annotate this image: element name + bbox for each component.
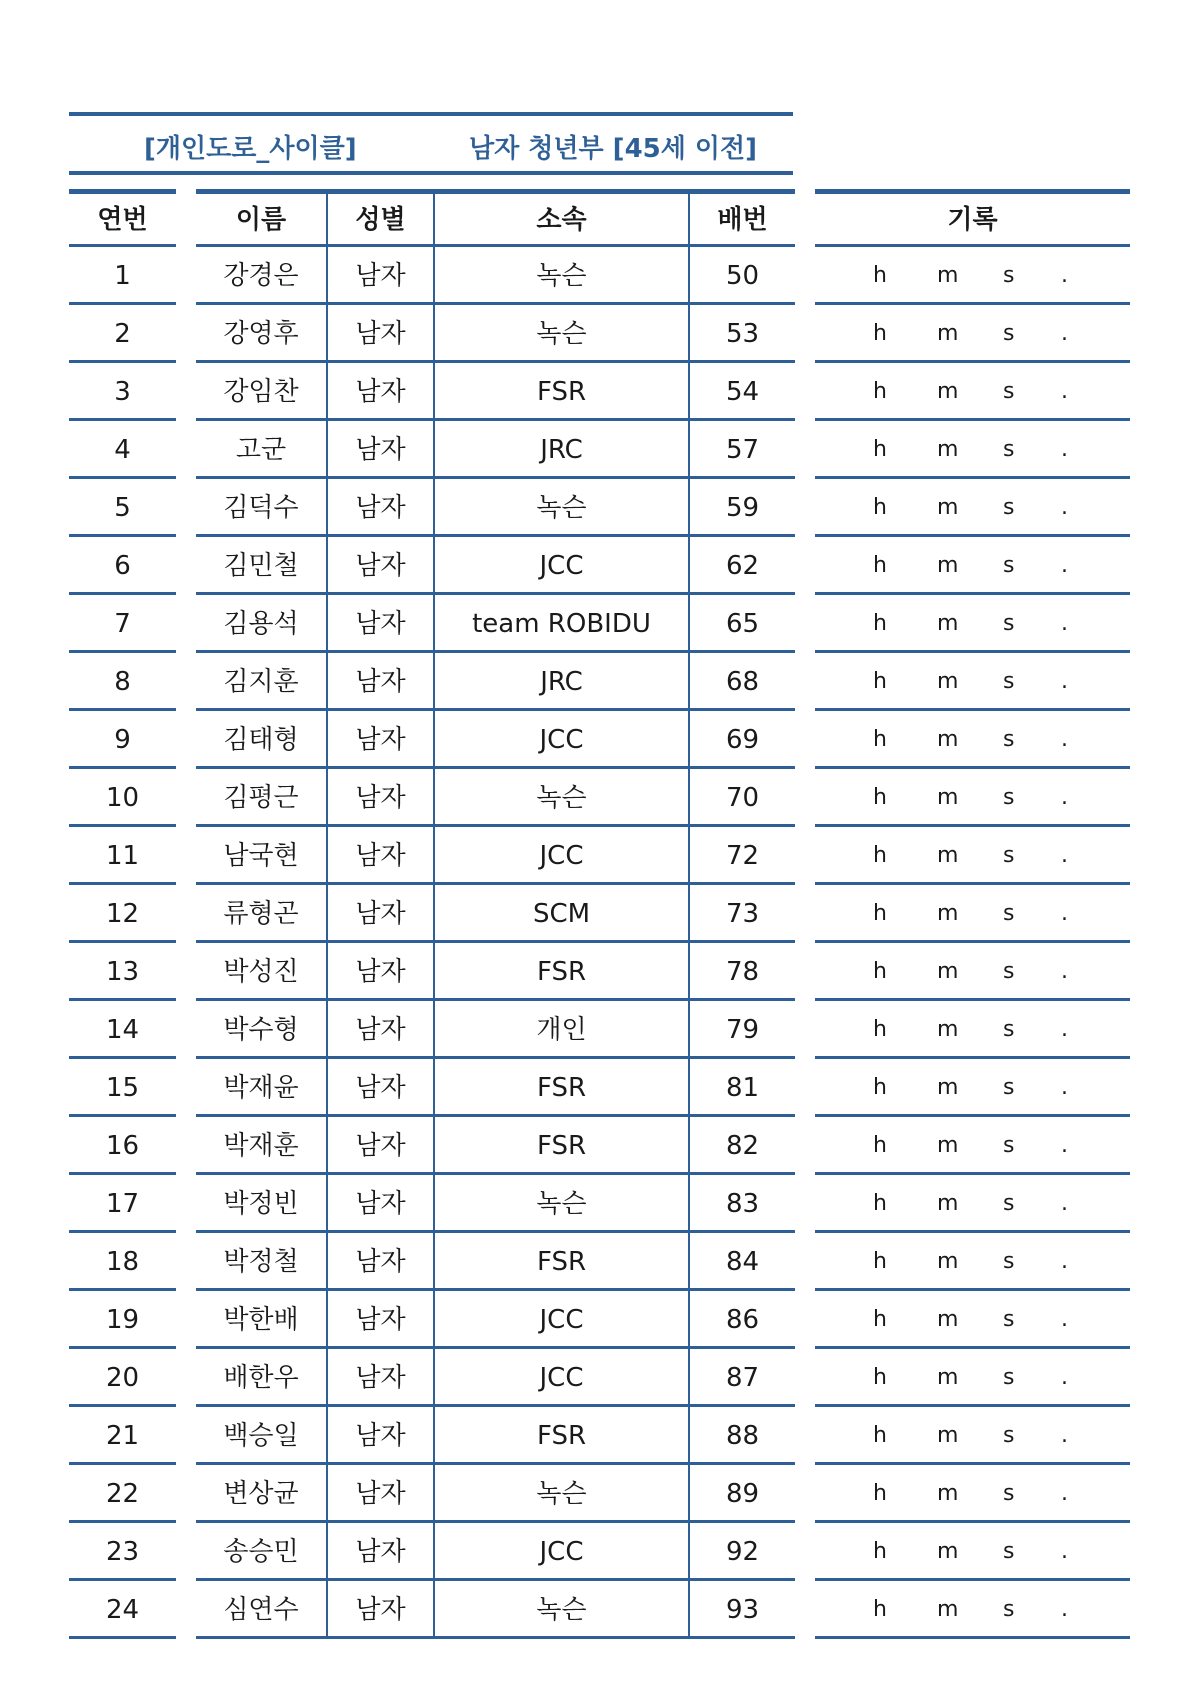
record-minutes: m: [937, 1191, 959, 1216]
cell-gender: 남자: [326, 1581, 433, 1639]
record-seconds: s: [1003, 843, 1015, 868]
record-decimal: .: [1061, 1423, 1068, 1448]
record-minutes: m: [937, 959, 959, 984]
record-hours: h: [873, 1133, 887, 1158]
cell-record[interactable]: [815, 1233, 1130, 1291]
cell-name: 김태형: [196, 711, 326, 769]
cell-bib: 79: [688, 1001, 795, 1059]
cell-name: 강경은: [196, 247, 326, 305]
cell-bib: 83: [688, 1175, 795, 1233]
cell-bib: 87: [688, 1349, 795, 1407]
cell-bib: 89: [688, 1465, 795, 1523]
cell-record[interactable]: [815, 653, 1130, 711]
cell-name: 김용석: [196, 595, 326, 653]
record-minutes: m: [937, 263, 959, 288]
cell-no: 16: [69, 1117, 176, 1175]
cell-record[interactable]: [815, 1523, 1130, 1581]
cell-gender: 남자: [326, 885, 433, 943]
record-minutes: m: [937, 437, 959, 462]
cell-team: 녹슨: [433, 479, 688, 537]
record-minutes: m: [937, 321, 959, 346]
cell-no: 17: [69, 1175, 176, 1233]
record-hours: h: [873, 495, 887, 520]
cell-bib: 50: [688, 247, 795, 305]
record-seconds: s: [1003, 1597, 1015, 1622]
record-hours: h: [873, 1017, 887, 1042]
cell-no: 4: [69, 421, 176, 479]
record-decimal: .: [1061, 321, 1068, 346]
cell-record[interactable]: [815, 769, 1130, 827]
record-minutes: m: [937, 1075, 959, 1100]
cell-record[interactable]: [815, 943, 1130, 1001]
record-hours: h: [873, 1191, 887, 1216]
cell-no: 10: [69, 769, 176, 827]
cell-team: JCC: [433, 1291, 688, 1349]
record-seconds: s: [1003, 1075, 1015, 1100]
record-hours: h: [873, 1365, 887, 1390]
cell-bib: 62: [688, 537, 795, 595]
record-seconds: s: [1003, 1133, 1015, 1158]
cell-team: FSR: [433, 943, 688, 1001]
cell-bib: 73: [688, 885, 795, 943]
cell-name: 박성진: [196, 943, 326, 1001]
cell-team: JCC: [433, 827, 688, 885]
event-title: [개인도로_사이클]: [144, 134, 357, 164]
cell-record[interactable]: [815, 247, 1130, 305]
cell-bib: 88: [688, 1407, 795, 1465]
cell-name: 김덕수: [196, 479, 326, 537]
cell-name: 박정빈: [196, 1175, 326, 1233]
record-seconds: s: [1003, 1191, 1015, 1216]
record-minutes: m: [937, 1423, 959, 1448]
record-decimal: .: [1061, 1249, 1068, 1274]
record-hours: h: [873, 1597, 887, 1622]
record-seconds: s: [1003, 553, 1015, 578]
cell-no: 19: [69, 1291, 176, 1349]
cell-bib: 82: [688, 1117, 795, 1175]
cell-name: 남국현: [196, 827, 326, 885]
record-hours: h: [873, 437, 887, 462]
record-minutes: m: [937, 1539, 959, 1564]
cell-no: 3: [69, 363, 176, 421]
cell-record[interactable]: [815, 1465, 1130, 1523]
record-decimal: .: [1061, 611, 1068, 636]
cell-team: 녹슨: [433, 1465, 688, 1523]
record-decimal: .: [1061, 669, 1068, 694]
cell-team: 녹슨: [433, 305, 688, 363]
record-hours: h: [873, 1539, 887, 1564]
cell-gender: 남자: [326, 1001, 433, 1059]
record-seconds: s: [1003, 1539, 1015, 1564]
record-seconds: s: [1003, 263, 1015, 288]
record-seconds: s: [1003, 959, 1015, 984]
cell-team: JCC: [433, 711, 688, 769]
cell-gender: 남자: [326, 943, 433, 1001]
cell-record[interactable]: [815, 1001, 1130, 1059]
cell-no: 5: [69, 479, 176, 537]
cell-record[interactable]: [815, 1291, 1130, 1349]
cell-name: 강임찬: [196, 363, 326, 421]
record-seconds: s: [1003, 785, 1015, 810]
record-decimal: .: [1061, 959, 1068, 984]
cell-team: 녹슨: [433, 1581, 688, 1639]
record-hours: h: [873, 843, 887, 868]
record-seconds: s: [1003, 495, 1015, 520]
record-hours: h: [873, 785, 887, 810]
cell-gender: 남자: [326, 1465, 433, 1523]
cell-name: 류형곤: [196, 885, 326, 943]
cell-gender: 남자: [326, 247, 433, 305]
results-table: [69, 189, 1130, 1639]
cell-team: 녹슨: [433, 1175, 688, 1233]
record-minutes: m: [937, 611, 959, 636]
record-minutes: m: [937, 727, 959, 752]
record-minutes: m: [937, 901, 959, 926]
record-minutes: m: [937, 1249, 959, 1274]
cell-no: 18: [69, 1233, 176, 1291]
record-seconds: s: [1003, 1423, 1015, 1448]
cell-gender: 남자: [326, 1523, 433, 1581]
cell-name: 김지훈: [196, 653, 326, 711]
record-minutes: m: [937, 1597, 959, 1622]
cell-bib: 84: [688, 1233, 795, 1291]
cell-gender: 남자: [326, 421, 433, 479]
record-hours: h: [873, 379, 887, 404]
cell-no: 14: [69, 1001, 176, 1059]
record-minutes: m: [937, 495, 959, 520]
cell-bib: 57: [688, 421, 795, 479]
record-hours: h: [873, 1249, 887, 1274]
cell-no: 11: [69, 827, 176, 885]
cell-gender: 남자: [326, 1117, 433, 1175]
cell-gender: 남자: [326, 1407, 433, 1465]
cell-name: 강영후: [196, 305, 326, 363]
cell-bib: 93: [688, 1581, 795, 1639]
cell-no: 9: [69, 711, 176, 769]
cell-bib: 69: [688, 711, 795, 769]
division-title: 남자 청년부 [45세 이전]: [469, 134, 758, 164]
cell-no: 20: [69, 1349, 176, 1407]
cell-bib: 68: [688, 653, 795, 711]
cell-team: JCC: [433, 1523, 688, 1581]
cell-team: JCC: [433, 1349, 688, 1407]
record-seconds: s: [1003, 1017, 1015, 1042]
record-hours: h: [873, 1423, 887, 1448]
cell-name: 변상균: [196, 1465, 326, 1523]
record-seconds: s: [1003, 1481, 1015, 1506]
cell-name: 박한배: [196, 1291, 326, 1349]
record-seconds: s: [1003, 1365, 1015, 1390]
cell-bib: 65: [688, 595, 795, 653]
record-hours: h: [873, 553, 887, 578]
cell-no: 15: [69, 1059, 176, 1117]
record-seconds: s: [1003, 901, 1015, 926]
cell-no: 1: [69, 247, 176, 305]
cell-no: 8: [69, 653, 176, 711]
record-decimal: .: [1061, 1191, 1068, 1216]
record-decimal: .: [1061, 495, 1068, 520]
record-decimal: .: [1061, 263, 1068, 288]
record-decimal: .: [1061, 1017, 1068, 1042]
cell-no: 21: [69, 1407, 176, 1465]
cell-gender: 남자: [326, 1233, 433, 1291]
record-decimal: .: [1061, 1307, 1068, 1332]
cell-name: 고군: [196, 421, 326, 479]
cell-gender: 남자: [326, 363, 433, 421]
record-minutes: m: [937, 843, 959, 868]
record-seconds: s: [1003, 379, 1015, 404]
cell-team: FSR: [433, 1059, 688, 1117]
record-decimal: .: [1061, 727, 1068, 752]
cell-record[interactable]: [815, 595, 1130, 653]
record-decimal: .: [1061, 785, 1068, 810]
cell-record[interactable]: [815, 1581, 1130, 1639]
record-hours: h: [873, 321, 887, 346]
record-decimal: .: [1061, 843, 1068, 868]
record-minutes: m: [937, 553, 959, 578]
cell-name: 박재훈: [196, 1117, 326, 1175]
cell-no: 6: [69, 537, 176, 595]
header-record: 기록: [815, 189, 1130, 247]
cell-gender: 남자: [326, 653, 433, 711]
cell-record[interactable]: [815, 711, 1130, 769]
cell-bib: 54: [688, 363, 795, 421]
cell-no: 7: [69, 595, 176, 653]
header-bib: 배번: [688, 189, 795, 247]
cell-gender: 남자: [326, 769, 433, 827]
cell-bib: 81: [688, 1059, 795, 1117]
cell-name: 박수형: [196, 1001, 326, 1059]
cell-no: 12: [69, 885, 176, 943]
record-minutes: m: [937, 669, 959, 694]
cell-name: 심연수: [196, 1581, 326, 1639]
cell-team: team ROBIDU: [433, 595, 688, 653]
cell-team: FSR: [433, 1233, 688, 1291]
record-decimal: .: [1061, 379, 1068, 404]
record-hours: h: [873, 1481, 887, 1506]
record-decimal: .: [1061, 901, 1068, 926]
cell-bib: 92: [688, 1523, 795, 1581]
cell-name: 김민철: [196, 537, 326, 595]
cell-record[interactable]: [815, 1059, 1130, 1117]
cell-gender: 남자: [326, 305, 433, 363]
cell-record[interactable]: [815, 479, 1130, 537]
record-hours: h: [873, 263, 887, 288]
cell-name: 김평근: [196, 769, 326, 827]
record-minutes: m: [937, 1481, 959, 1506]
record-hours: h: [873, 611, 887, 636]
record-decimal: .: [1061, 1365, 1068, 1390]
cell-team: JRC: [433, 421, 688, 479]
cell-team: 녹슨: [433, 769, 688, 827]
record-decimal: .: [1061, 1133, 1068, 1158]
cell-bib: 72: [688, 827, 795, 885]
cell-record[interactable]: [815, 1117, 1130, 1175]
cell-bib: 70: [688, 769, 795, 827]
cell-gender: 남자: [326, 1059, 433, 1117]
record-seconds: s: [1003, 611, 1015, 636]
header-gender: 성별: [326, 189, 433, 247]
cell-record[interactable]: [815, 537, 1130, 595]
record-seconds: s: [1003, 321, 1015, 346]
cell-name: 송승민: [196, 1523, 326, 1581]
record-seconds: s: [1003, 669, 1015, 694]
record-minutes: m: [937, 785, 959, 810]
cell-team: JCC: [433, 537, 688, 595]
record-seconds: s: [1003, 727, 1015, 752]
record-minutes: m: [937, 379, 959, 404]
cell-bib: 86: [688, 1291, 795, 1349]
header-no: 연번: [69, 189, 176, 247]
cell-team: 개인: [433, 1001, 688, 1059]
record-hours: h: [873, 1075, 887, 1100]
record-seconds: s: [1003, 1307, 1015, 1332]
record-decimal: .: [1061, 553, 1068, 578]
cell-no: 13: [69, 943, 176, 1001]
cell-bib: 53: [688, 305, 795, 363]
cell-name: 백승일: [196, 1407, 326, 1465]
record-hours: h: [873, 669, 887, 694]
cell-bib: 59: [688, 479, 795, 537]
cell-record[interactable]: [815, 1349, 1130, 1407]
cell-gender: 남자: [326, 537, 433, 595]
record-minutes: m: [937, 1017, 959, 1042]
cell-no: 22: [69, 1465, 176, 1523]
cell-gender: 남자: [326, 827, 433, 885]
cell-name: 배한우: [196, 1349, 326, 1407]
record-seconds: s: [1003, 437, 1015, 462]
cell-gender: 남자: [326, 479, 433, 537]
record-decimal: .: [1061, 1481, 1068, 1506]
cell-team: FSR: [433, 363, 688, 421]
cell-bib: 78: [688, 943, 795, 1001]
cell-gender: 남자: [326, 1349, 433, 1407]
cell-name: 박재윤: [196, 1059, 326, 1117]
cell-record[interactable]: [815, 305, 1130, 363]
record-hours: h: [873, 959, 887, 984]
cell-gender: 남자: [326, 1291, 433, 1349]
cell-record[interactable]: [815, 1407, 1130, 1465]
header-name: 이름: [196, 189, 326, 247]
record-hours: h: [873, 901, 887, 926]
cell-record[interactable]: [815, 1175, 1130, 1233]
title-banner: [69, 112, 793, 175]
cell-name: 박정철: [196, 1233, 326, 1291]
cell-gender: 남자: [326, 711, 433, 769]
record-seconds: s: [1003, 1249, 1015, 1274]
record-minutes: m: [937, 1133, 959, 1158]
cell-no: 24: [69, 1581, 176, 1639]
record-hours: h: [873, 727, 887, 752]
cell-gender: 남자: [326, 1175, 433, 1233]
cell-team: FSR: [433, 1117, 688, 1175]
cell-team: JRC: [433, 653, 688, 711]
cell-record[interactable]: [815, 885, 1130, 943]
header-team: 소속: [433, 189, 688, 247]
cell-record[interactable]: [815, 363, 1130, 421]
record-decimal: .: [1061, 1539, 1068, 1564]
cell-team: SCM: [433, 885, 688, 943]
record-minutes: m: [937, 1365, 959, 1390]
record-hours: h: [873, 1307, 887, 1332]
cell-team: FSR: [433, 1407, 688, 1465]
record-decimal: .: [1061, 437, 1068, 462]
cell-record[interactable]: [815, 421, 1130, 479]
record-decimal: .: [1061, 1597, 1068, 1622]
cell-no: 23: [69, 1523, 176, 1581]
cell-team: 녹슨: [433, 247, 688, 305]
cell-no: 2: [69, 305, 176, 363]
record-decimal: .: [1061, 1075, 1068, 1100]
cell-record[interactable]: [815, 827, 1130, 885]
record-minutes: m: [937, 1307, 959, 1332]
cell-gender: 남자: [326, 595, 433, 653]
